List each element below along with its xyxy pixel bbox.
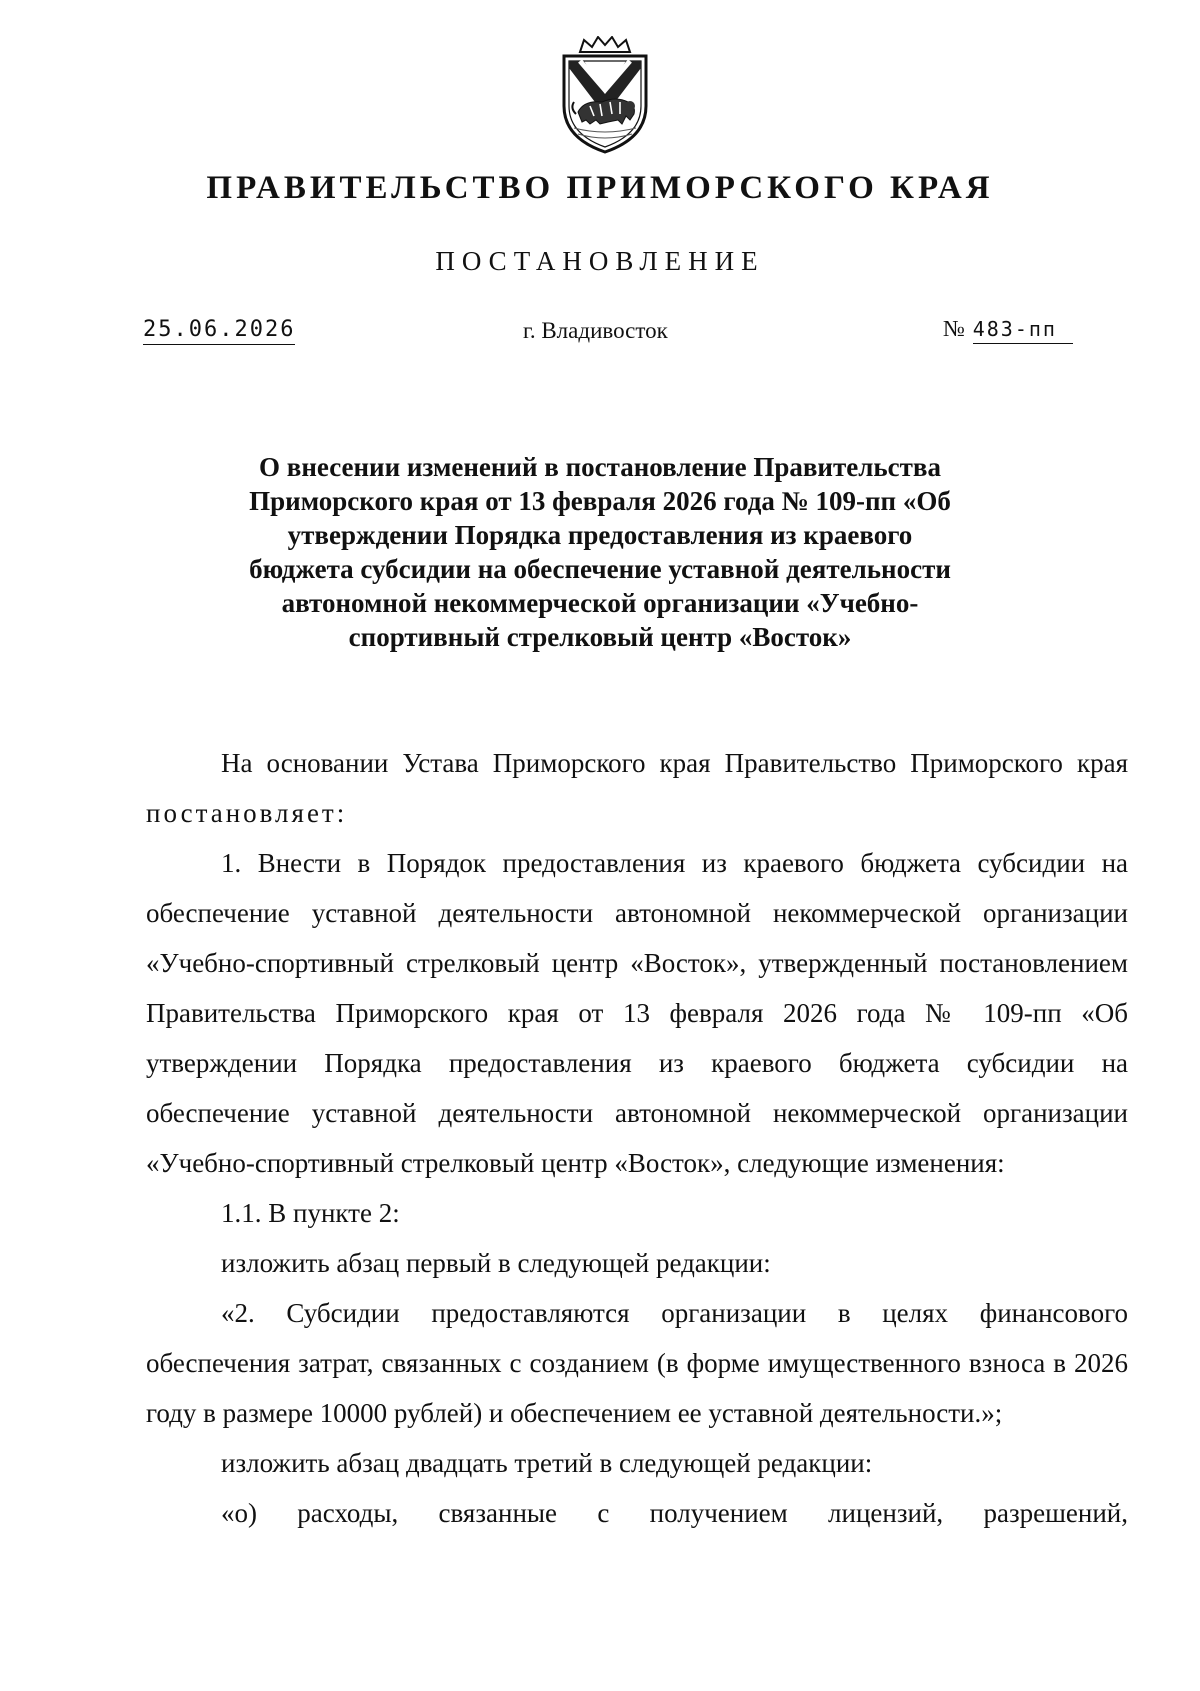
document-body <box>146 738 1128 1538</box>
resolves-verb: постановляет: <box>146 798 348 828</box>
document-date: 25.06.2026 <box>143 317 295 345</box>
body-paragraph: изложить абзац двадцать третий в следующей редакции: <box>221 1448 873 1478</box>
heading-line: автономной некоммерческой организации «Учебно- <box>281 588 919 618</box>
heading-line: О внесении изменений в постановление Правительства <box>259 452 941 482</box>
document-type: ПОСТАНОВЛЕНИЕ <box>435 246 765 276</box>
body-paragraph: «2. Субсидии предоставляются организации в целях финансового обеспечения затрат, связанных с созданием (в форме имущественного взноса в 2026 году в размере 10000 рублей) и обеспечением ее уставной деятельности.»; <box>146 1298 1128 1428</box>
document-city: г. Владивосток <box>523 318 668 343</box>
document-number <box>943 316 1073 344</box>
number-value: 483-пп <box>973 317 1073 344</box>
heading-line: бюджета субсидии на обеспечение уставной деятельности <box>249 554 951 584</box>
body-paragraph: 1.1. В пункте 2: <box>221 1198 400 1228</box>
preamble-text: На основании Устава Приморского края Правительство Приморского края <box>221 748 1128 778</box>
body-paragraph: 1. Внести в Порядок предоставления из краевого бюджета субсидии на обеспечение уставной деятельности автономной некоммерческой организации «Учебно-спортивный стрелковый центр «Восток», утвержденный постановлением Правительства Приморского края от 13 февраля 2026 года № 109-пп «Об утверждении Порядка предоставления из краевого бюджета субсидии на обеспечение уставной деятельности автономной некоммерческой организации «Учебно-спортивный стрелковый центр «Восток», следующие изменения: <box>146 848 1128 1178</box>
primorsky-coat-of-arms-icon <box>550 36 660 156</box>
heading-line: Приморского края от 13 февраля 2026 года № 109-пп «Об <box>249 486 951 516</box>
government-name: ПРАВИТЕЛЬСТВО ПРИМОРСКОГО КРАЯ <box>206 170 994 206</box>
number-sign: № <box>943 316 965 341</box>
heading-line: утверждении Порядка предоставления из краевого <box>287 520 913 550</box>
body-paragraph: «о) расходы, связанные с получением лицензий, разрешений, <box>221 1498 1128 1528</box>
body-paragraph: изложить абзац первый в следующей редакции: <box>221 1248 771 1278</box>
body-paragraph <box>146 738 1128 838</box>
heading-line: спортивный стрелковый центр «Восток» <box>348 622 852 652</box>
document-heading <box>200 450 1000 654</box>
